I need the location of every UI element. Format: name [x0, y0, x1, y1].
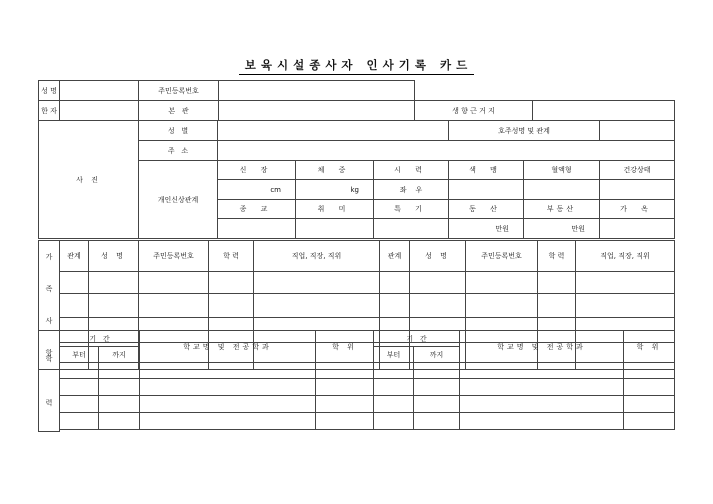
vision-label: 시 력 [374, 161, 449, 180]
hometown-field[interactable] [219, 101, 415, 121]
religion-label: 종 교 [218, 200, 296, 219]
house-label: 가 옥 [600, 200, 675, 219]
degree-label-2: 학 위 [624, 331, 675, 363]
name-label: 성 명 [39, 81, 60, 101]
family-section-label: 가 족 사 항 [39, 241, 60, 370]
from-label-2: 부터 [374, 347, 414, 363]
to-label: 까지 [99, 347, 140, 363]
education-section-label: 학 력 [39, 331, 60, 432]
hobby-label: 취 미 [296, 200, 374, 219]
family-header-job: 직업, 직장, 직위 [254, 241, 380, 272]
color-field[interactable] [449, 180, 524, 200]
household-label: 호주성명 및 관계 [449, 121, 600, 141]
to-label-2: 까지 [414, 347, 460, 363]
health-label: 건강상태 [600, 161, 675, 180]
hobby-field[interactable] [296, 219, 374, 239]
personal-table [38, 120, 675, 239]
period-label-2: 기 간 [374, 331, 460, 347]
resident-no-field[interactable] [219, 81, 415, 101]
address-label: 주 소 [139, 141, 218, 161]
household-field[interactable] [600, 121, 675, 141]
education-table [38, 330, 675, 432]
blank-area [415, 81, 675, 101]
family-header-resident-no-2: 주민등록번호 [466, 241, 538, 272]
realestate-field[interactable]: 만원 [524, 219, 600, 239]
family-header-name: 성 명 [89, 241, 139, 272]
color-label: 색 맹 [449, 161, 524, 180]
school-label: 학교명 및 전공학과 [140, 331, 316, 363]
health-field[interactable] [600, 180, 675, 200]
blood-field[interactable] [524, 180, 600, 200]
name-field[interactable] [60, 81, 139, 101]
family-header-education-2: 학 력 [538, 241, 576, 272]
period-label: 기 간 [60, 331, 140, 347]
family-header-job-2: 직업, 직장, 직위 [576, 241, 675, 272]
religion-field[interactable] [218, 219, 296, 239]
skill-label: 특 기 [374, 200, 449, 219]
dob-label: 생 향 근 거 지 [415, 101, 533, 121]
vision-field[interactable]: 좌 우 [374, 180, 449, 200]
house-field[interactable] [600, 219, 675, 239]
family-header-education: 학 력 [209, 241, 254, 272]
family-header-relation: 관계 [60, 241, 89, 272]
table-row [39, 413, 675, 430]
hanja-label: 한 자 [39, 101, 60, 121]
table-row [39, 271, 675, 293]
movable-label: 동 산 [449, 200, 524, 219]
weight-label: 체 중 [296, 161, 374, 180]
from-label: 부터 [60, 347, 99, 363]
table-row [39, 294, 675, 318]
family-header-relation-2: 관계 [380, 241, 410, 272]
weight-field[interactable]: kg [296, 180, 374, 200]
realestate-label: 부동산 [524, 200, 600, 219]
photo-box[interactable]: 사 진 [39, 121, 139, 239]
page-title: 보육시설종사자 인사기록 카드 [0, 57, 713, 75]
family-header-name-2: 성 명 [410, 241, 466, 272]
blood-label: 혈액형 [524, 161, 600, 180]
personal-label: 개인신상관계 [139, 161, 218, 239]
hometown-label: 본 관 [139, 101, 219, 121]
gender-label: 성 별 [139, 121, 218, 141]
address-field[interactable] [218, 141, 675, 161]
gender-field[interactable] [218, 121, 449, 141]
school-label-2: 학교명 및 전공학과 [460, 331, 624, 363]
degree-label: 학 위 [316, 331, 374, 363]
family-header-resident-no: 주민등록번호 [139, 241, 209, 272]
dob-field[interactable] [533, 101, 675, 121]
table-row [39, 363, 675, 379]
skill-field[interactable] [374, 219, 449, 239]
height-field[interactable]: cm [218, 180, 296, 200]
hanja-field[interactable] [60, 101, 139, 121]
table-row [39, 379, 675, 396]
height-label: 신 장 [218, 161, 296, 180]
basic-info-table [38, 80, 675, 121]
resident-no-label: 주민등록번호 [139, 81, 219, 101]
movable-field[interactable]: 만원 [449, 219, 524, 239]
table-row [39, 396, 675, 413]
